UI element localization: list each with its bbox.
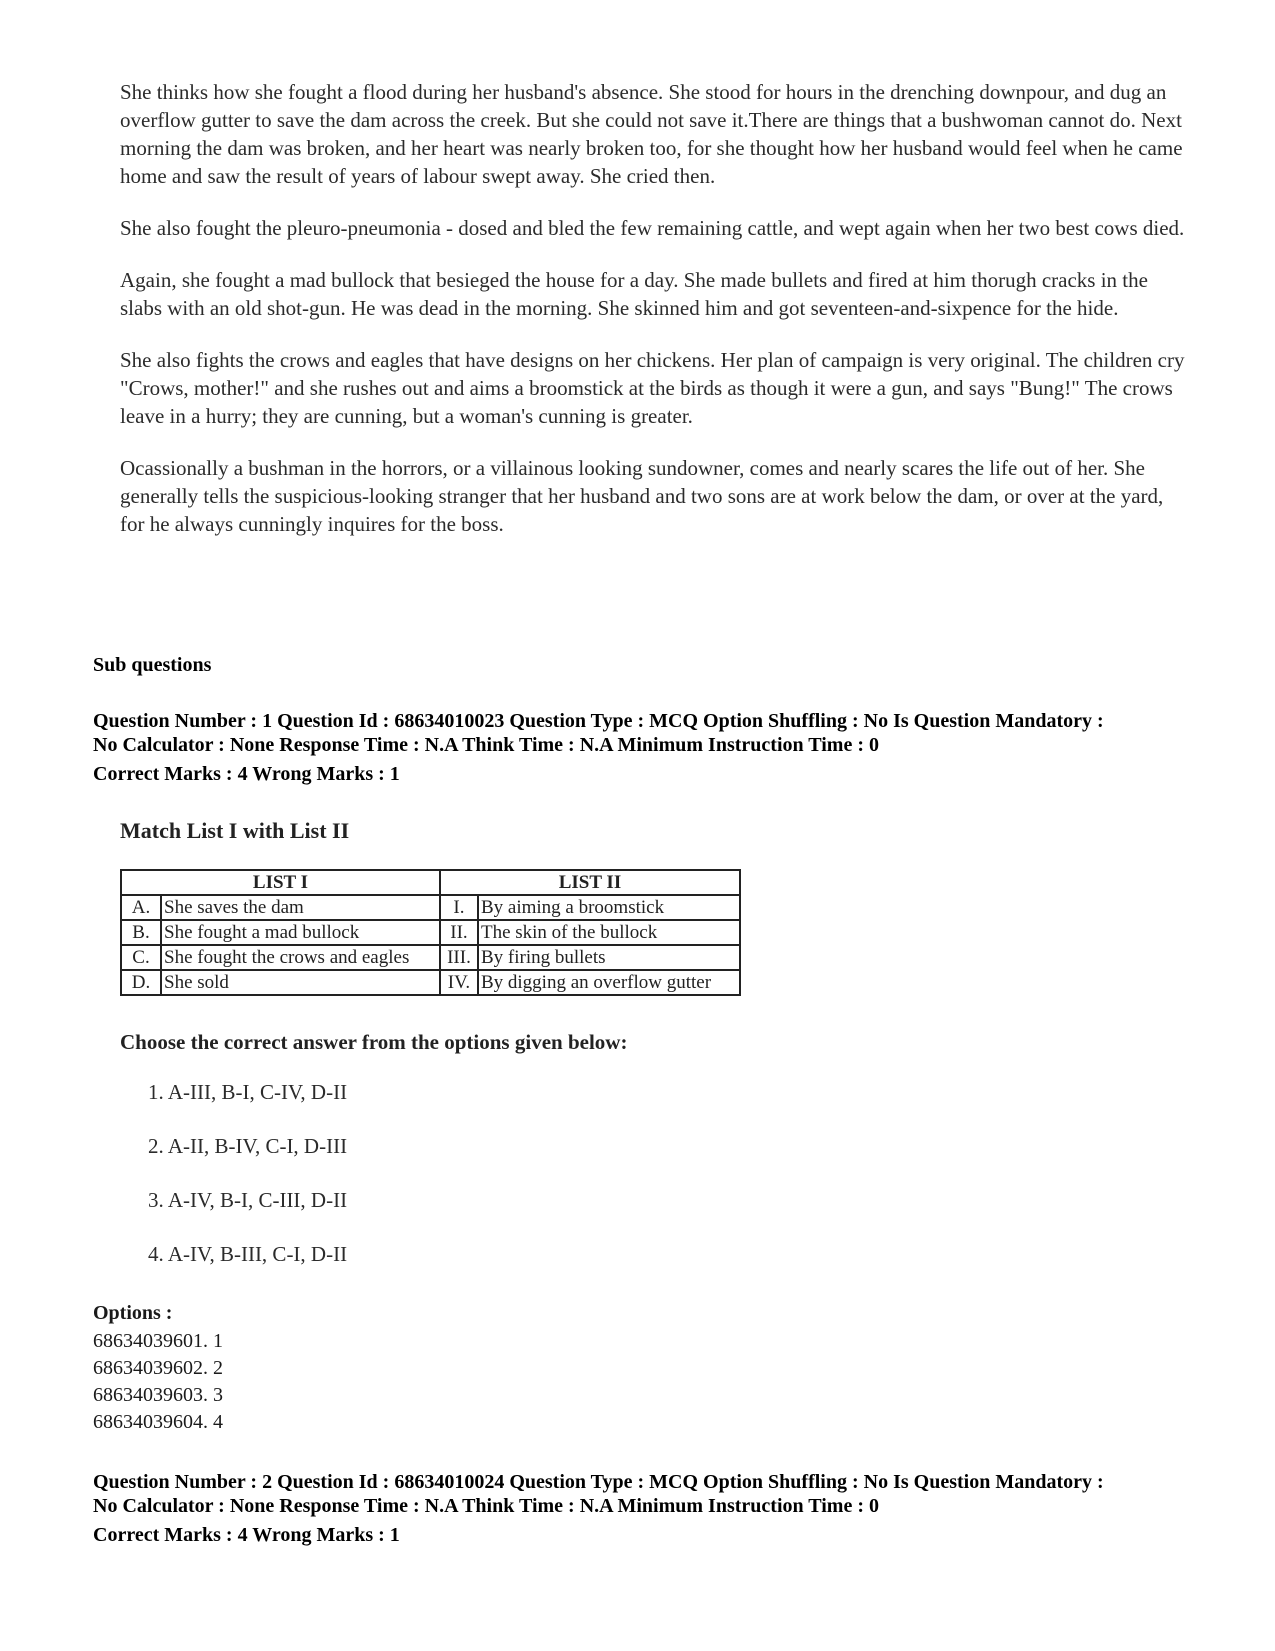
passage-paragraph: She also fights the crows and eagles that have designs on her chickens. Her plan of campaign is very original. The children cry "Crows, mother!" and she rushes out and aims a broomstick at the birds as though it were a gun, and says "Bung!" The crows leave in a hurry; they are cunning, but a woman's cunning is greater. <box>120 348 1185 428</box>
match-title: Match List I with List II <box>120 818 350 843</box>
list2-key: II. <box>440 920 478 945</box>
passage-paragraph: She thinks how she fought a flood during her husband's absence. She stood for hours in the drenching downpour, and dug an overflow gutter to save the dam across the creek. But she could not save it.There are things that a bushwoman cannot do. Next morning the dam was broken, and her heart was nearly broken too, for she thought how her husband would feel when he came home and saw the result of years of labour swept away. She cried then. <box>120 80 1183 188</box>
passage-paragraph: She also fought the pleuro-pneumonia - dosed and bled the few remaining cattle, and wept again when her two best cows died. <box>120 216 1185 240</box>
choose-instruction: Choose the correct answer from the options given below: <box>120 1030 628 1054</box>
answer-choice-3: 3. A-IV, B-I, C-III, D-II <box>148 1188 348 1212</box>
table-row <box>121 945 740 970</box>
list2-value: By firing bullets <box>478 945 740 970</box>
passage-paragraph: Again, she fought a mad bullock that besieged the house for a day. She made bullets and fired at him thorugh cracks in the slabs with an old shot-gun. He was dead in the morning. She skinned him and got seventeen-and-sixpence for the hide. <box>120 268 1148 320</box>
question-2-marks: Correct Marks : 4 Wrong Marks : 1 <box>93 1524 400 1546</box>
match-table-header <box>121 870 740 895</box>
table-row <box>121 920 740 945</box>
list1-value: She saves the dam <box>161 895 440 920</box>
list2-key: III. <box>440 945 478 970</box>
question-2-meta-line1: Question Number : 2 Question Id : 68634010024 Question Type : MCQ Option Shuffling : No Is Question Mandatory : <box>93 1471 1104 1493</box>
question-1-meta-line1: Question Number : 1 Question Id : 68634010023 Question Type : MCQ Option Shuffling : No Is Question Mandatory : <box>93 710 1104 732</box>
list1-key: C. <box>121 945 161 970</box>
question-2-header <box>93 1470 1223 1547</box>
option-id-3: 68634039603. 3 <box>93 1384 223 1406</box>
list1-key: B. <box>121 920 161 945</box>
option-id-1: 68634039601. 1 <box>93 1330 223 1352</box>
list2-header: LIST II <box>440 870 740 895</box>
passage-paragraph: Ocassionally a bushman in the horrors, or a villainous looking sundowner, comes and nearly scares the life out of her. She generally tells the suspicious-looking stranger that her husband and two sons are at work below the dam, or over at the yard, for he always cunningly inquires for the boss. <box>120 456 1164 536</box>
answer-choice-4: 4. A-IV, B-III, C-I, D-II <box>148 1242 348 1266</box>
answer-choice-2: 2. A-II, B-IV, C-I, D-III <box>148 1134 348 1158</box>
list2-value: By aiming a broomstick <box>478 895 740 920</box>
passage <box>120 78 1185 562</box>
option-id-2: 68634039602. 2 <box>93 1357 223 1379</box>
list2-key: IV. <box>440 970 478 995</box>
list1-header: LIST I <box>121 870 440 895</box>
question-1-meta-line2: No Calculator : None Response Time : N.A Think Time : N.A Minimum Instruction Time : 0 <box>93 734 879 756</box>
match-table <box>120 869 741 996</box>
table-row <box>121 895 740 920</box>
question-2-meta-line2: No Calculator : None Response Time : N.A Think Time : N.A Minimum Instruction Time : 0 <box>93 1495 879 1517</box>
list2-key: I. <box>440 895 478 920</box>
list2-value: The skin of the bullock <box>478 920 740 945</box>
question-1-header <box>93 709 1223 786</box>
answer-choice-1: 1. A-III, B-I, C-IV, D-II <box>148 1080 348 1104</box>
options-label: Options : <box>93 1302 173 1324</box>
table-row <box>121 970 740 995</box>
question-1-marks: Correct Marks : 4 Wrong Marks : 1 <box>93 763 400 785</box>
list1-key: D. <box>121 970 161 995</box>
list1-value: She sold <box>161 970 440 995</box>
list1-value: She fought a mad bullock <box>161 920 440 945</box>
list1-value: She fought the crows and eagles <box>161 945 440 970</box>
option-id-4: 68634039604. 4 <box>93 1411 223 1433</box>
list2-value: By digging an overflow gutter <box>478 970 740 995</box>
sub-questions-label: Sub questions <box>93 654 212 676</box>
list1-key: A. <box>121 895 161 920</box>
